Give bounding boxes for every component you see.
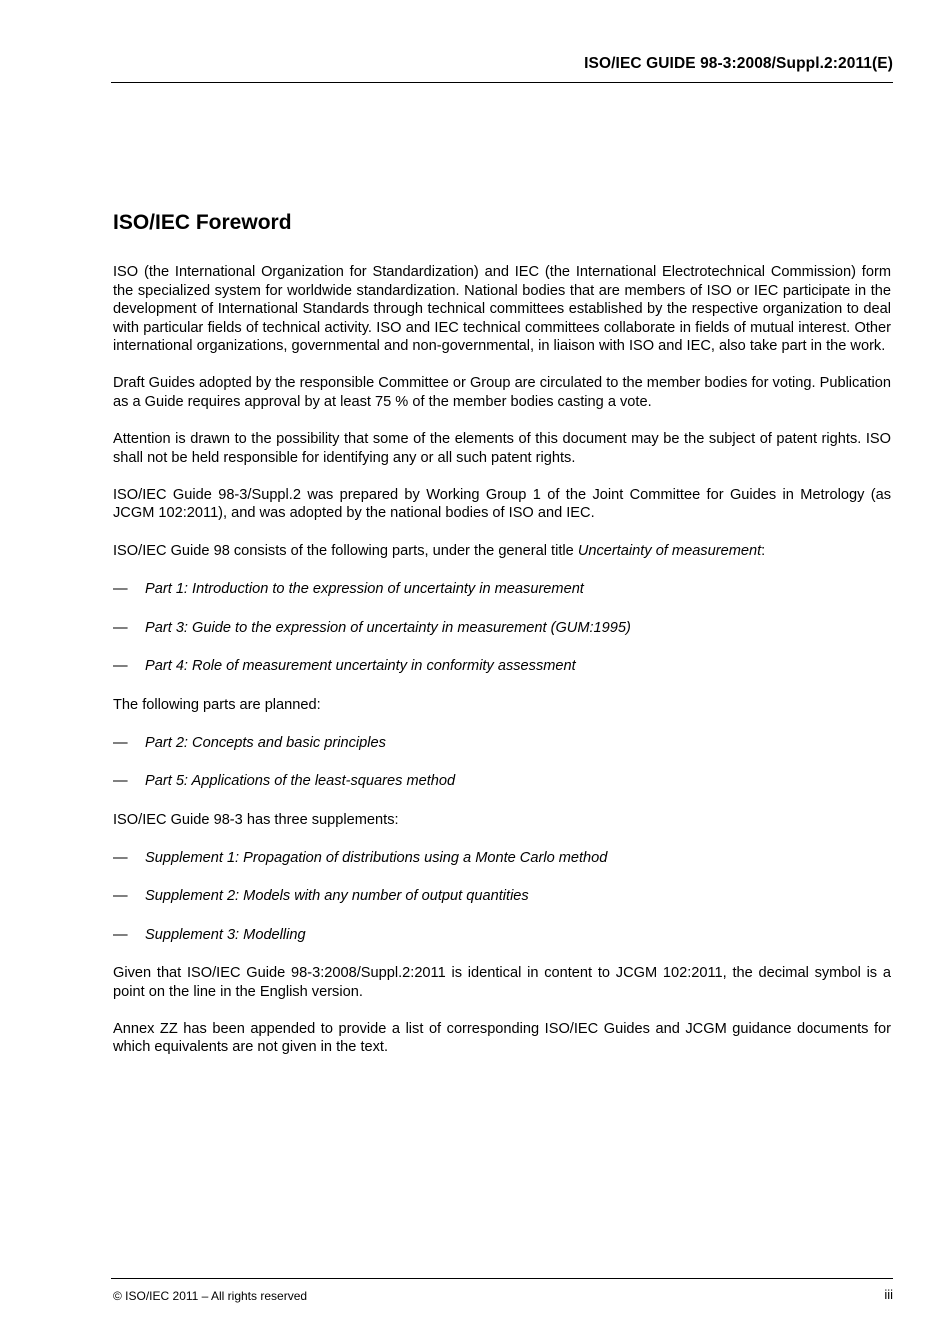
list-item-part-4: — Part 4: Role of measurement uncertainty in conformity assessment xyxy=(113,658,576,675)
list-item-part-3: — Part 3: Guide to the expression of uncertainty in measurement (GUM:1995) xyxy=(113,619,631,636)
dash-bullet: — xyxy=(113,619,128,636)
list-item-supplement-2: — Supplement 2: Models with any number of output quantities xyxy=(113,888,529,905)
dash-bullet: — xyxy=(113,581,128,598)
parts-intro-suffix: : xyxy=(761,542,766,559)
parts-general-title: Uncertainty of measurement xyxy=(577,542,762,559)
list-item-part-2: — Part 2: Concepts and basic principles xyxy=(113,734,386,751)
page-footer xyxy=(111,1278,893,1303)
paragraph-decimal-symbol: Given that ISO/IEC Guide 98-3:2008/Suppl.2:2011 is identical in content to JCGM 102:2011, the decimal symbol is a point on the line in the English version. xyxy=(113,965,891,1000)
list-item-part-5: — Part 5: Applications of the least-squares method xyxy=(113,773,456,790)
paragraph-prepared-by: ISO/IEC Guide 98-3/Suppl.2 was prepared by Working Group 1 of the Joint Committee for Guides in Metrology (as JCGM 102:2011), and was adopted by the national bodies of ISO and IEC. xyxy=(113,486,891,522)
dash-bullet: — xyxy=(113,888,128,905)
paragraph-parts-intro xyxy=(113,542,891,561)
dash-bullet: — xyxy=(113,926,128,943)
list-item-part-1: — Part 1: Introduction to the expression of uncertainty in measurement xyxy=(113,581,584,598)
supplements-label: ISO/IEC Guide 98-3 has three supplements: xyxy=(113,811,399,828)
list-item-supplement-3: — Supplement 3: Modelling xyxy=(113,926,306,943)
paragraph-iso-iec-intro: ISO (the International Organization for Standardization) and IEC (the International Electrotechnical Commission) form the specialized system for worldwide standardization. National bodies that are members of ISO or IEC participate in the development of International Standards through technical committees established by the respective organization to deal with particular fields of technical activity. ISO and IEC technical committees collaborate in fields of mutual interest. Other international organizations, governmental and non-governmental, in liaison with ISO and IEC, also take part in the work. xyxy=(113,264,891,355)
paragraph-annex-zz: Annex ZZ has been appended to provide a list of corresponding ISO/IEC Guides and JCGM guidance documents for which equivalents are not given in the text. xyxy=(113,1020,891,1056)
page-number: iii xyxy=(884,1287,893,1302)
dash-bullet: — xyxy=(113,658,128,675)
list-item-supplement-1: — Supplement 1: Propagation of distributions using a Monte Carlo method xyxy=(113,849,608,866)
copyright-notice: © ISO/IEC 2011 – All rights reserved xyxy=(113,1289,308,1303)
paragraph-patent-rights: Attention is drawn to the possibility that some of the elements of this document may be the subject of patent rights. ISO shall not be held responsible for identifying any or all such patent rights. xyxy=(113,431,891,466)
dash-bullet: — xyxy=(113,734,128,751)
paragraph-draft-guides: Draft Guides adopted by the responsible Committee or Group are circulated to the member bodies for voting. Publication as a Guide requires approval by at least 75 % of the member bodies casting a vote. xyxy=(113,375,891,411)
planned-parts-label: The following parts are planned: xyxy=(113,696,321,713)
page-content xyxy=(113,209,891,1076)
dash-bullet: — xyxy=(113,773,128,790)
page-title: ISO/IEC Foreword xyxy=(113,211,292,234)
parts-intro-prefix: ISO/IEC Guide 98 consists of the following parts, under the general title xyxy=(113,542,578,559)
document-id: ISO/IEC GUIDE 98-3:2008/Suppl.2:2011(E) xyxy=(584,55,893,72)
dash-bullet: — xyxy=(113,849,128,866)
page-header xyxy=(111,52,893,83)
